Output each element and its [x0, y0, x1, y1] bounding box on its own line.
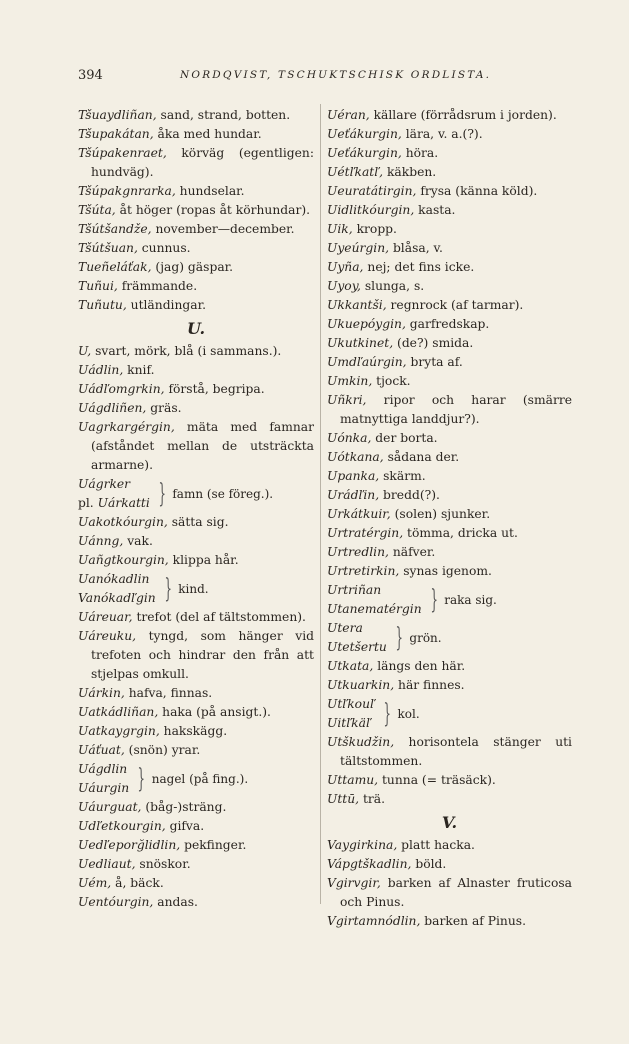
headword: Uágrker [78, 477, 131, 491]
dictionary-entry [78, 855, 314, 874]
dictionary-entry [327, 486, 572, 505]
dictionary-entry [327, 239, 572, 258]
gloss: barken af Pinus. [420, 914, 526, 928]
brace-icon: } [383, 699, 391, 729]
running-title: NORDQVIST, TSCHUKTSCHISK ORDLISTA. [180, 69, 492, 81]
headword: Uáreuku, [78, 629, 137, 643]
dictionary-entry [78, 874, 314, 893]
headword: Vgirvgir, [327, 876, 381, 890]
headword: Urkátkuir, [327, 507, 391, 521]
dictionary-entry [327, 201, 572, 220]
dictionary-entry [327, 562, 572, 581]
dictionary-entry [327, 220, 572, 239]
gloss: höra. [401, 146, 439, 160]
brace-group-nagel [78, 760, 314, 798]
page-number: 394 [78, 68, 103, 83]
gloss: bryta af. [406, 355, 463, 369]
headword: Utľkouľ [327, 697, 375, 711]
dictionary-entry [78, 380, 314, 399]
dictionary-entry [78, 296, 314, 315]
dictionary-entry [78, 513, 314, 532]
headword: Tuñui, [78, 279, 118, 293]
gloss: utländingar. [126, 298, 207, 312]
headword: U, [78, 344, 92, 358]
headword: Uádlin, [78, 363, 124, 377]
dictionary-entry [327, 790, 572, 809]
gloss: (snön) yrar. [124, 743, 201, 757]
gloss: haka (på ansigt.). [158, 705, 271, 719]
dictionary-entry [327, 836, 572, 855]
headword: Uágdliñen, [78, 401, 147, 415]
gloss: knif. [123, 363, 155, 377]
gloss: hafva, finnas. [124, 686, 213, 700]
dictionary-entry [78, 125, 314, 144]
gloss: förstå, begripa. [164, 382, 265, 396]
dictionary-entry [78, 239, 314, 258]
dictionary-entry [327, 182, 572, 201]
plural-label: pl. [78, 496, 98, 510]
dictionary-entry [327, 258, 572, 277]
dictionary-entry [78, 342, 314, 361]
gloss: sådana der. [383, 450, 460, 464]
headword: Uedliaut, [78, 857, 136, 871]
dictionary-entry [327, 467, 572, 486]
section-heading-v: V. [441, 813, 458, 832]
dictionary-entry [327, 353, 572, 372]
headword: Uyeúrgin, [327, 241, 390, 255]
dictionary-entry [78, 106, 314, 125]
headword: Uitľkäľ [327, 716, 371, 730]
gloss: böld. [411, 857, 447, 871]
gloss: körväg (egentligen: hundväg). [91, 146, 314, 179]
gloss: tyngd, som hänger vid trefoten och hindrar den från att stjelpas omkull. [91, 629, 314, 681]
dictionary-entry [327, 391, 572, 429]
gloss: kasta. [414, 203, 456, 217]
gloss: trefot (del af tältstommen). [132, 610, 306, 624]
dictionary-entry [78, 182, 314, 201]
headword: Urtredlin, [327, 545, 389, 559]
headword: Uádľomgrkin, [78, 382, 165, 396]
dictionary-entry [327, 106, 572, 125]
headword: Uótkana, [327, 450, 384, 464]
dictionary-entry [327, 296, 572, 315]
gloss: cunnus. [137, 241, 191, 255]
headword: Urtratérgin, [327, 526, 404, 540]
dictionary-entry [327, 855, 572, 874]
gloss: åka med hundar. [153, 127, 262, 141]
gloss: bredd(?). [379, 488, 440, 502]
dictionary-entry [327, 372, 572, 391]
headword: Uñkri, [327, 393, 367, 407]
gloss: å, bäck. [111, 876, 164, 890]
headword: Uáreuar, [78, 610, 133, 624]
gloss: sätta sig. [167, 515, 229, 529]
headword: Utkata, [327, 659, 374, 673]
dictionary-entry [78, 722, 314, 741]
dictionary-entry [327, 163, 572, 182]
brace-icon: } [164, 574, 172, 604]
gloss: här finnes. [394, 678, 465, 692]
dictionary-entry [327, 505, 572, 524]
gloss: regnrock (af tarmar). [386, 298, 524, 312]
dictionary-entry [327, 912, 572, 931]
headword: Uidlitkóurgin, [327, 203, 415, 217]
dictionary-entry [78, 399, 314, 418]
headword: Tšúpakgnrarka, [78, 184, 176, 198]
headword: Uém, [78, 876, 112, 890]
headword: Tšupakátan, [78, 127, 154, 141]
headword: Uáťuat, [78, 743, 125, 757]
headword: Uétľkatľ, [327, 165, 384, 179]
dictionary-entry [78, 798, 314, 817]
headword: Vanókadľgin [78, 591, 156, 605]
gloss: trä. [359, 792, 386, 806]
dictionary-entry [78, 201, 314, 220]
headword: Utera [327, 621, 363, 635]
brace-group-famn [78, 475, 314, 513]
headword: Uyoy, [327, 279, 361, 293]
gloss: der borta. [371, 431, 438, 445]
gloss: tjock. [372, 374, 411, 388]
headword: Utanematérgin [327, 602, 422, 616]
brace-group-raka [327, 581, 572, 619]
headword: Utkuarkin, [327, 678, 395, 692]
section-heading-u: U. [186, 319, 206, 338]
dictionary-entry [78, 893, 314, 912]
gloss: platt hacka. [397, 838, 475, 852]
dictionary-entry [78, 836, 314, 855]
gloss: käkben. [383, 165, 437, 179]
dictionary-entry [78, 741, 314, 760]
dictionary-entry [78, 144, 314, 182]
page-header [78, 68, 574, 84]
dictionary-entry [327, 448, 572, 467]
headword: Uentóurgin, [78, 895, 154, 909]
headword: Uárkin, [78, 686, 125, 700]
gloss: tömma, dricka ut. [403, 526, 518, 540]
dictionary-entry [78, 277, 314, 296]
headword: Urtretirkin, [327, 564, 400, 578]
dictionary-entry [78, 532, 314, 551]
gloss: främmande. [117, 279, 198, 293]
dictionary-entry [327, 543, 572, 562]
gloss: längs den här. [373, 659, 466, 673]
gloss: hundselar. [175, 184, 245, 198]
headword: Uágdlin [78, 762, 128, 776]
gloss: tunna (= träsäck). [378, 773, 496, 787]
gloss: november—december. [151, 222, 295, 236]
dictionary-entry [327, 524, 572, 543]
gloss: skärm. [379, 469, 426, 483]
headword: Ukuepóygin, [327, 317, 406, 331]
gloss: nej; det fins icke. [363, 260, 475, 274]
dictionary-entry [78, 220, 314, 239]
dictionary-entry [327, 315, 572, 334]
brace-group-kind [78, 570, 314, 608]
headword: Ukkantši, [327, 298, 387, 312]
dictionary-entry [327, 125, 572, 144]
gloss: sand, strand, botten. [156, 108, 291, 122]
headword: Uedľeporğlidlin, [78, 838, 181, 852]
column-divider [320, 104, 321, 904]
gloss: frysa (känna köld). [416, 184, 538, 198]
gloss: kind. [178, 581, 209, 596]
brace-group-gron [327, 619, 572, 657]
gloss: kropp. [352, 222, 397, 236]
dictionary-entry [327, 334, 572, 353]
headword: Uónka, [327, 431, 372, 445]
headword: Tšuaydliñan, [78, 108, 157, 122]
headword: Uyña, [327, 260, 364, 274]
gloss: (båg-)sträng. [141, 800, 227, 814]
headword: Utškudžin, [327, 735, 395, 749]
headword: Uik, [327, 222, 353, 236]
brace-icon: } [158, 479, 166, 509]
headword: Uánng, [78, 534, 124, 548]
gloss: näfver. [388, 545, 436, 559]
dictionary-entry [327, 657, 572, 676]
dictionary-entry [78, 258, 314, 277]
headword: Umkin, [327, 374, 373, 388]
gloss: gifva. [165, 819, 205, 833]
headword: Vápgtškadlin, [327, 857, 412, 871]
dictionary-entry [327, 874, 572, 912]
dictionary-entry [78, 703, 314, 722]
dictionary-entry [78, 418, 314, 475]
headword: Uéran, [327, 108, 370, 122]
gloss: klippa hår. [168, 553, 239, 567]
dictionary-entry [78, 817, 314, 836]
headword: Uagrkargérgin, [78, 420, 175, 434]
headword: Ukutkinet, [327, 336, 394, 350]
gloss: svart, mörk, blå (i sammans.). [91, 344, 282, 358]
right-column [327, 106, 572, 931]
gloss: vak. [123, 534, 153, 548]
headword: Uakotkóurgin, [78, 515, 168, 529]
dictionary-entry [327, 277, 572, 296]
headword: Urtriñan [327, 583, 382, 597]
gloss: mäta med famnar (afståndet mellan de utsträckta armarne). [91, 420, 314, 472]
gloss: (de?) smida. [393, 336, 474, 350]
dictionary-entry [78, 684, 314, 703]
headword: Uañgtkourgin, [78, 553, 169, 567]
gloss: ripor och harar (smärre matnyttiga landdjur?). [340, 393, 572, 426]
gloss: famn (se föreg.). [172, 486, 274, 501]
headword: Tšútšandže, [78, 222, 152, 236]
headword: Umdľaúrgin, [327, 355, 407, 369]
brace-icon: } [137, 764, 146, 794]
headword: Upanka, [327, 469, 380, 483]
gloss: horisontela stänger uti tältstommen. [340, 735, 572, 768]
headword: Udľetkourgin, [78, 819, 166, 833]
gloss: källare (förrådsrum i jorden). [369, 108, 557, 122]
gloss: raka sig. [444, 592, 497, 607]
dictionary-entry [327, 771, 572, 790]
gloss: blåsa, v. [389, 241, 443, 255]
gloss: grön. [409, 630, 442, 645]
headword: Urádľin, [327, 488, 380, 502]
headword: Ueuratátirgin, [327, 184, 417, 198]
headword: Uárkatti [97, 496, 150, 510]
headword: Uáurguat, [78, 800, 142, 814]
headword: Uáurgin [78, 781, 130, 795]
dictionary-entry [327, 429, 572, 448]
brace-icon: } [395, 623, 403, 653]
headword: Uttū, [327, 792, 360, 806]
brace-group-kol [327, 695, 572, 733]
gloss: slunga, s. [360, 279, 425, 293]
gloss: gräs. [146, 401, 182, 415]
gloss: kol. [397, 706, 420, 721]
dictionary-entry [78, 361, 314, 380]
gloss: pekfinger. [180, 838, 247, 852]
headword: Utetšertu [327, 640, 387, 654]
gloss: snöskor. [135, 857, 191, 871]
gloss: nagel (på fing.). [151, 771, 249, 786]
gloss: lära, v. a.(?). [401, 127, 483, 141]
headword: Vaygirkina, [327, 838, 398, 852]
gloss: (solen) sjunker. [390, 507, 491, 521]
headword: Ueťákurgin, [327, 146, 402, 160]
gloss: åt höger (ropas åt körhundar). [115, 203, 311, 217]
dictionary-entry [327, 676, 572, 695]
left-column [78, 106, 314, 912]
headword: Tšútšuan, [78, 241, 138, 255]
headword: Vgirtamnódlin, [327, 914, 421, 928]
dictionary-entry [327, 733, 572, 771]
headword: Tšúpakenraet, [78, 146, 167, 160]
headword: Ueťákurgin, [327, 127, 402, 141]
headword: Uatkaygrgin, [78, 724, 160, 738]
gloss: synas igenom. [399, 564, 492, 578]
dictionary-entry [78, 551, 314, 570]
dictionary-entry [327, 144, 572, 163]
gloss: hakskägg. [159, 724, 228, 738]
gloss: andas. [153, 895, 198, 909]
headword: Uanókadlin [78, 572, 150, 586]
dictionary-entry [78, 608, 314, 627]
brace-icon: } [430, 585, 438, 615]
headword: Tueñeláťak, [78, 260, 152, 274]
gloss: barken af Alnaster fruticosa och Pinus. [340, 876, 572, 909]
headword: Tšúta, [78, 203, 116, 217]
headword: Tuñutu, [78, 298, 127, 312]
headword: Uatkádliñan, [78, 705, 159, 719]
dictionary-entry [78, 627, 314, 684]
gloss: garfredskap. [405, 317, 490, 331]
headword: Uttamu, [327, 773, 379, 787]
gloss: (jag) gäspar. [151, 260, 234, 274]
